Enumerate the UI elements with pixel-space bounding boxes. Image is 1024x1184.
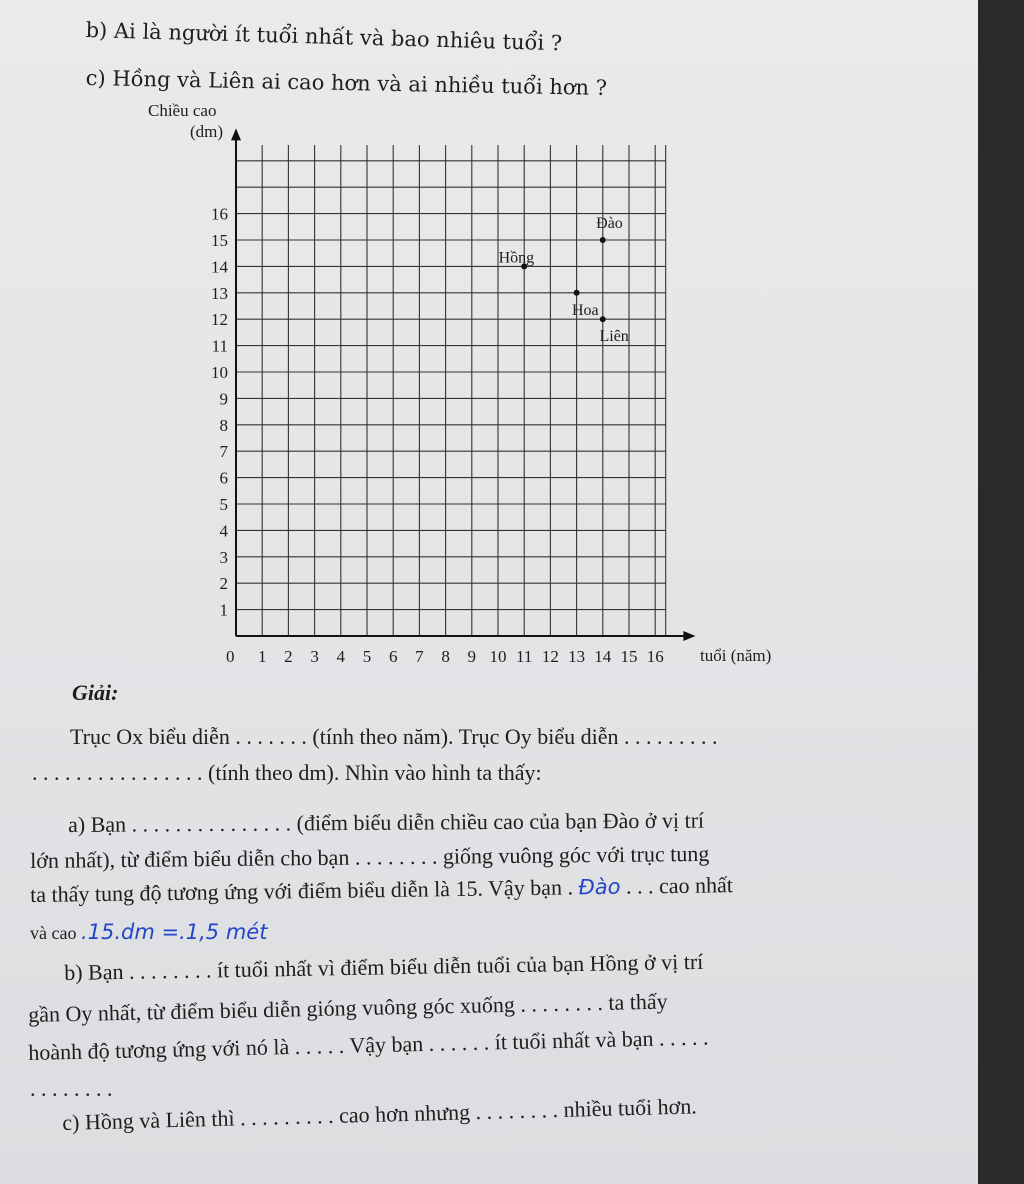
point-label: Đào bbox=[596, 215, 623, 232]
question-c: c) Hồng và Liên ai cao hơn và ai nhiều tuổi hơn ? bbox=[85, 66, 608, 101]
y-axis-label: Chiều cao bbox=[148, 101, 217, 120]
x-tick-label: 4 bbox=[336, 647, 346, 666]
answer-a-line-1: a) Bạn . . . . . . . . . . . . . . . (điểm biểu diễn chiều cao của bạn Đào ở vị trí bbox=[68, 807, 705, 837]
x-tick-label: 1 bbox=[257, 647, 267, 666]
x-tick-label: 14 bbox=[594, 647, 612, 666]
y-tick-label: 2 bbox=[219, 574, 228, 594]
answer-c-part-3: nhiều tuổi hơn. bbox=[563, 1093, 698, 1122]
x-tick-label: 5 bbox=[362, 647, 372, 666]
x-tick-label: 8 bbox=[441, 647, 450, 666]
page-edge bbox=[978, 0, 1024, 1184]
y-tick-label: 5 bbox=[219, 495, 228, 514]
answer-b-line-4: . . . . . . . . bbox=[30, 1076, 113, 1101]
solution-line-1a: Trục Ox biểu diễn . . . . . . . (tính theo năm). Trục Oy biểu diễn . . . . . . . . . bbox=[70, 724, 718, 749]
y-tick-label: 10 bbox=[211, 363, 228, 382]
answer-b-line-3: hoành độ tương ứng với nó là . . . . . Vậy bạn . . . . . . ít tuổi nhất và bạn . . . . . bbox=[28, 1024, 709, 1065]
x-axis-label: tuổi (năm) bbox=[700, 646, 772, 665]
point-label: Hoa bbox=[571, 301, 599, 319]
y-axis-unit: (dm) bbox=[190, 122, 224, 141]
y-tick-label: 15 bbox=[211, 231, 228, 250]
chart-axes bbox=[231, 128, 695, 641]
x-tick-label: 13 bbox=[568, 647, 586, 666]
chart-points bbox=[499, 215, 629, 345]
handwritten-height: .15.dm =.1,5 mét bbox=[80, 920, 268, 944]
answer-c-part-1: c) Hồng và Liên thì . . . . . . . . . bbox=[62, 1102, 334, 1135]
y-tick-label: 4 bbox=[219, 521, 228, 541]
question-b: b) Ai là người ít tuổi nhất và bao nhiêu tuổi ? bbox=[85, 18, 563, 56]
answer-a-line-3-text: ta thấy tung độ tương ứng với điểm biểu diễn là 15. Vậy bạn . bbox=[30, 874, 574, 907]
answer-c-line-1 bbox=[62, 1093, 697, 1136]
x-tick-label: 12 bbox=[541, 647, 559, 666]
data-point bbox=[574, 290, 580, 296]
y-tick-label: 11 bbox=[211, 336, 228, 356]
point-label: Hồng bbox=[498, 249, 535, 267]
answer-a-line-4-text: và cao bbox=[30, 923, 77, 943]
point-label: Liên bbox=[599, 328, 629, 346]
y-axis-arrow bbox=[231, 128, 241, 140]
data-point bbox=[600, 237, 606, 243]
x-tick-label: 10 bbox=[489, 647, 507, 666]
answer-b-line-1: b) Bạn . . . . . . . . ít tuổi nhất vì điểm biểu diễn tuổi của bạn Hồng ở vị trí bbox=[64, 948, 704, 985]
x-tick-label: 6 bbox=[388, 647, 398, 666]
y-tick-label: 6 bbox=[219, 468, 228, 488]
x-tick-label: 16 bbox=[646, 647, 664, 666]
y-tick-label: 8 bbox=[219, 415, 228, 435]
x-tick-label: 15 bbox=[620, 647, 638, 666]
chart-ticks bbox=[211, 205, 664, 666]
answer-c-part-2: cao hơn nhưng . . . . . . . . bbox=[338, 1097, 559, 1128]
answer-a-line-3 bbox=[30, 872, 733, 908]
solution-heading: Giải: bbox=[72, 680, 119, 705]
y-tick-label: 14 bbox=[211, 257, 228, 277]
y-tick-label: 7 bbox=[219, 442, 228, 462]
x-tick-label: 3 bbox=[310, 647, 319, 666]
x-tick-label: 2 bbox=[284, 647, 293, 666]
x-tick-label: 11 bbox=[516, 647, 533, 666]
y-tick-label: 16 bbox=[211, 204, 228, 224]
y-tick-label: 9 bbox=[219, 389, 228, 409]
data-point bbox=[600, 316, 606, 322]
y-tick-label: 12 bbox=[211, 310, 228, 330]
x-axis-arrow bbox=[683, 631, 695, 641]
handwritten-dao: Đào bbox=[578, 874, 621, 900]
x-tick-label: 9 bbox=[467, 647, 477, 666]
y-tick-label: 1 bbox=[219, 600, 228, 620]
x-tick-label: 7 bbox=[415, 647, 424, 666]
y-tick-label: 3 bbox=[219, 547, 228, 567]
answer-a-line-2: lớn nhất), từ điểm biểu diễn cho bạn . . . . . . . . giống vuông góc với trục tung bbox=[30, 840, 710, 873]
answer-a-line-4 bbox=[30, 920, 267, 944]
solution-line-1b: . . . . . . . . . . . . . . . . (tính theo dm). Nhìn vào hình ta thấy: bbox=[32, 760, 542, 785]
answer-a-line-3-end: . . . cao nhất bbox=[625, 872, 734, 899]
origin-label: 0 bbox=[226, 647, 235, 666]
answer-b-line-2: gần Oy nhất, từ điểm biểu diễn gióng vuông góc xuống . . . . . . . . ta thấy bbox=[28, 988, 668, 1027]
y-tick-label: 13 bbox=[211, 283, 228, 303]
